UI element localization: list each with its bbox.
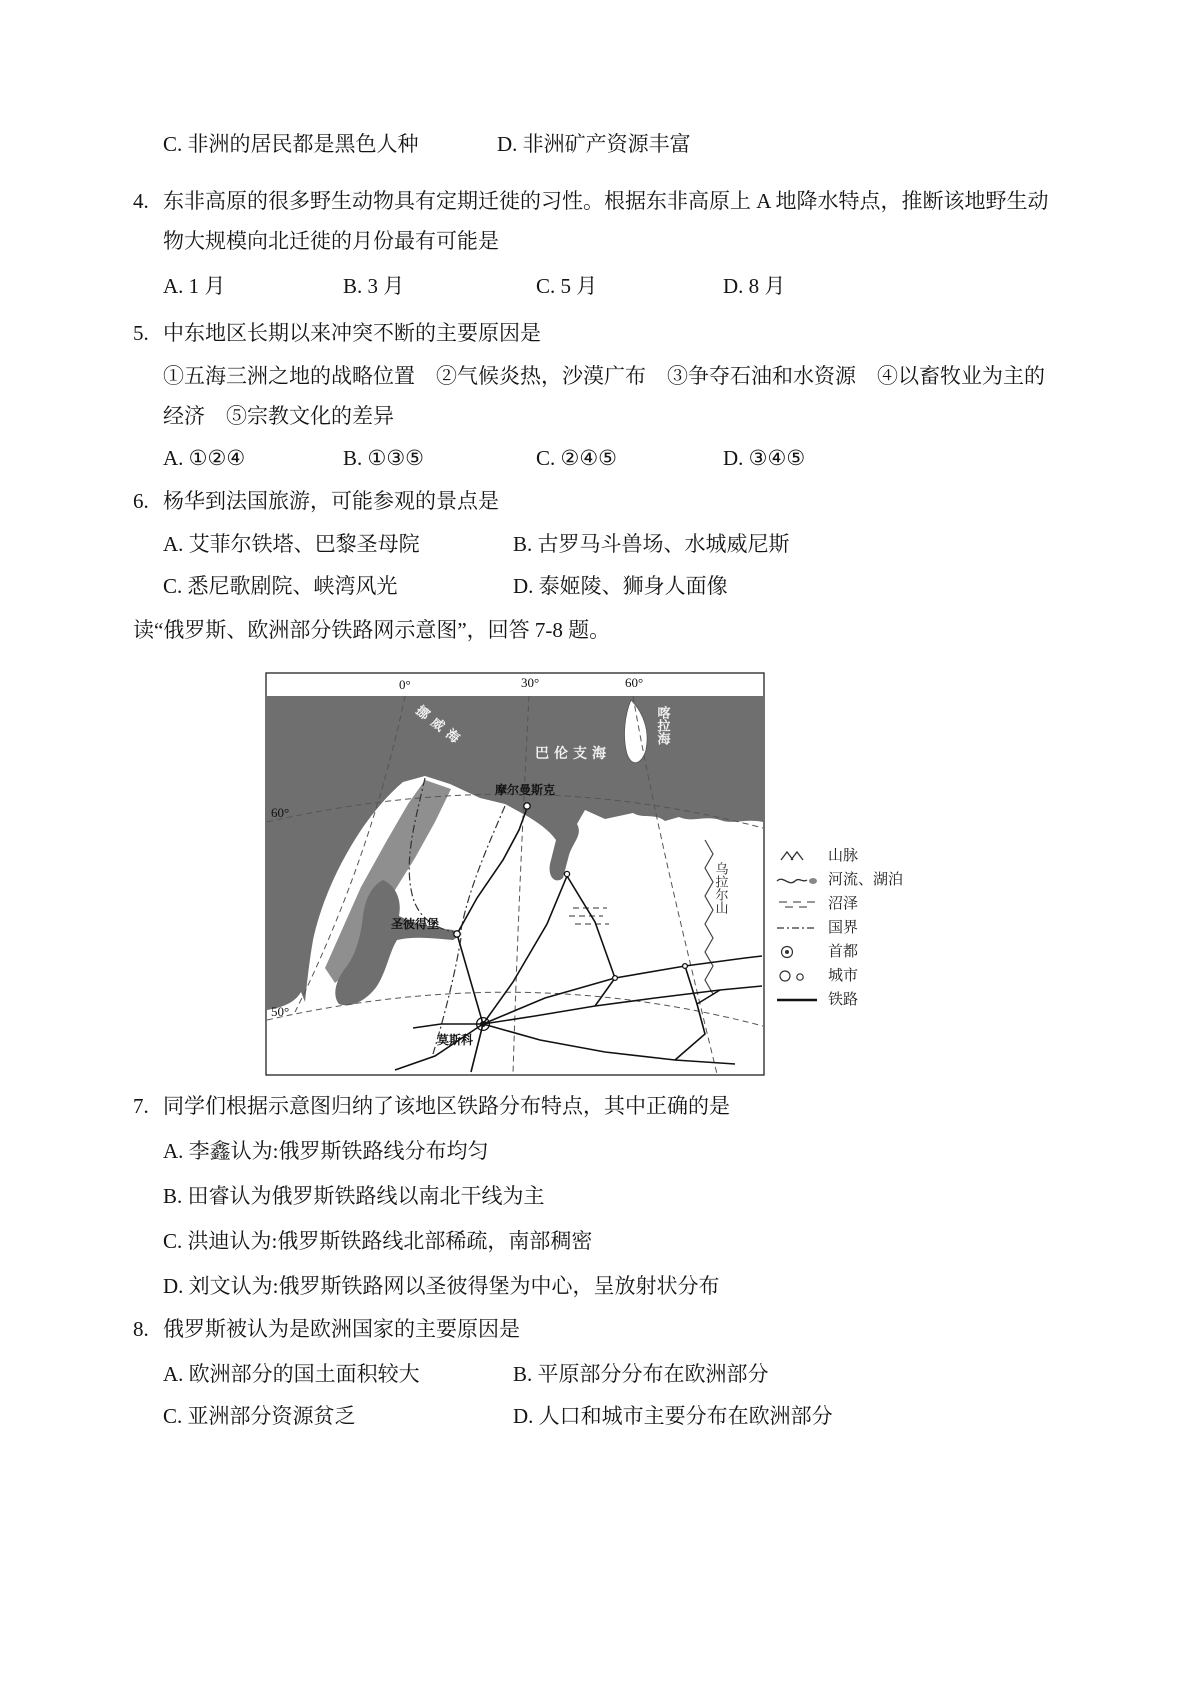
kara-sea-label: 喀拉海 (655, 706, 671, 745)
legend-label: 国界 (828, 920, 859, 936)
question-4-options-row (133, 271, 1163, 303)
norwegian-sea-label: 挪威海 (413, 702, 468, 750)
question-8-options-cd (133, 1401, 1163, 1433)
q4-stem-text2: 物大规模向北迁徙的月份最有可能是 (163, 229, 499, 253)
barents-sea-label: 巴伦支海 (535, 747, 611, 762)
q7-option-d: D. 刘文认为:俄罗斯铁路网以圣彼得堡为中心，呈放射状分布 (163, 1274, 720, 1298)
q3-option-c: C. 非洲的居民都是黑色人种 (163, 132, 419, 156)
legend-label: 首都 (828, 944, 859, 960)
legend-label: 河流、湖泊 (828, 872, 904, 888)
q6-option-d: D. 泰姬陵、狮身人面像 (513, 574, 728, 598)
q5-option-d: D. ③④⑤ (723, 446, 806, 470)
stpetersburg-label: 圣彼得堡 (391, 917, 440, 931)
question-8-stem (133, 1314, 1163, 1346)
question-5-subitems-line1 (133, 361, 1163, 393)
q6-option-a: A. 艾菲尔铁塔、巴黎圣母院 (163, 532, 420, 556)
q8-number: 8. (133, 1317, 149, 1341)
q8-option-c: C. 亚洲部分资源贫乏 (163, 1404, 356, 1428)
q5-stem-text: 中东地区长期以来冲突不断的主要原因是 (163, 321, 541, 345)
murmansk-marker (524, 803, 530, 809)
question-6-stem (133, 486, 1163, 518)
q6-number: 6. (133, 489, 149, 513)
q4-number: 4. (133, 189, 149, 213)
q6-option-b: B. 古罗马斗兽场、水城威尼斯 (513, 532, 790, 556)
q5-option-a: A. ①②④ (163, 446, 246, 470)
city-marker (613, 976, 618, 981)
q8-option-a: A. 欧洲部分的国土面积较大 (163, 1362, 420, 1386)
q4-option-b: B. 3 月 (343, 274, 405, 298)
murmansk-label: 摩尔曼斯克 (495, 783, 556, 797)
q6-stem-text: 杨华到法国旅游，可能参观的景点是 (163, 489, 499, 513)
legend-label: 铁路 (828, 992, 859, 1008)
q7-number: 7. (133, 1094, 149, 1118)
q4-option-d: D. 8 月 (723, 274, 786, 298)
q4-option-a: A. 1 月 (163, 274, 226, 298)
moscow-label: 莫斯科 (437, 1033, 474, 1047)
question-6-options-ab (133, 529, 1163, 561)
lat-label-50: 50° (271, 1004, 290, 1019)
question-3-options-row (133, 129, 1163, 161)
question-5-options-row (133, 443, 1163, 475)
mountain-icon (775, 848, 819, 864)
capital-icon (775, 944, 819, 960)
q6-option-c: C. 悉尼歌剧院、峡湾风光 (163, 574, 398, 598)
q5-number: 5. (133, 321, 149, 345)
question-8-options-ab (133, 1359, 1163, 1391)
border-icon (775, 920, 819, 936)
q7-stem-text: 同学们根据示意图归纳了该地区铁路分布特点，其中正确的是 (163, 1094, 730, 1118)
legend-item-railway (775, 988, 940, 1012)
ural-mountains-label: 乌拉尔山 (713, 862, 729, 914)
lat-label-60: 60° (271, 805, 290, 820)
question-7-option-c (133, 1226, 1163, 1258)
question-7-option-b (133, 1181, 1163, 1213)
map-legend (775, 844, 940, 1012)
legend-item-city (775, 964, 940, 988)
question-4-stem-line1 (133, 186, 1163, 218)
q5-option-c: C. ②④⑤ (536, 446, 617, 470)
legend-item-capital (775, 940, 940, 964)
q8-option-b: B. 平原部分分布在欧洲部分 (513, 1362, 769, 1386)
river-lake-icon (775, 872, 819, 888)
q8-stem-text: 俄罗斯被认为是欧洲国家的主要原因是 (163, 1317, 520, 1341)
question-7-option-d (133, 1271, 1163, 1303)
question-6-options-cd (133, 571, 1163, 603)
q7-option-b: B. 田睿认为俄罗斯铁路线以南北干线为主 (163, 1184, 545, 1208)
q5-subitems-text1: ①五海三洲之地的战略位置 ②气候炎热，沙漠广布 ③争夺石油和水资源 ④以畜牧业为主的 (163, 364, 1045, 388)
moscow-capital-inner (481, 1022, 486, 1027)
read-instruction-text: 读“俄罗斯、欧洲部分铁路网示意图”，回答 7-8 题。 (133, 618, 611, 642)
railway-map-figure (265, 672, 945, 1084)
question-7-option-a (133, 1136, 1163, 1168)
q5-subitems-text2: 经济 ⑤宗教文化的差异 (163, 404, 394, 428)
legend-label: 沼泽 (828, 896, 859, 912)
q4-option-c: C. 5 月 (536, 274, 598, 298)
legend-item-mountain (775, 844, 940, 868)
question-4-stem-line2 (133, 226, 1163, 258)
legend-label: 山脉 (828, 848, 859, 864)
q5-option-b: B. ①③⑤ (343, 446, 424, 470)
lon-label-60: 60° (625, 675, 644, 690)
railway-icon (775, 992, 819, 1008)
lon-label-30: 30° (521, 675, 540, 690)
legend-item-river-lake (775, 868, 940, 892)
q3-option-d: D. 非洲矿产资源丰富 (497, 132, 691, 156)
question-5-stem (133, 318, 1163, 350)
question-7-stem (133, 1091, 1163, 1123)
q8-option-d: D. 人口和城市主要分布在欧洲部分 (513, 1404, 833, 1428)
legend-item-swamp (775, 892, 940, 916)
q4-stem-text: 东非高原的很多野生动物具有定期迁徙的习性。根据东非高原上 A 地降水特点，推断该地野生动 (163, 189, 1049, 213)
q7-option-c: C. 洪迪认为:俄罗斯铁路线北部稀疏，南部稠密 (163, 1229, 593, 1253)
legend-item-border (775, 916, 940, 940)
railway-map (265, 672, 765, 1076)
read-instruction (133, 615, 1163, 647)
q7-option-a: A. 李鑫认为:俄罗斯铁路线分布均匀 (163, 1139, 489, 1163)
swamp-icon (775, 896, 819, 912)
lon-label-0: 0° (399, 677, 411, 692)
city-marker (564, 871, 569, 876)
city-marker (683, 964, 688, 969)
city-icon (775, 968, 819, 984)
stpetersburg-marker (454, 931, 460, 937)
legend-label: 城市 (828, 968, 859, 984)
question-5-subitems-line2 (133, 401, 1163, 433)
